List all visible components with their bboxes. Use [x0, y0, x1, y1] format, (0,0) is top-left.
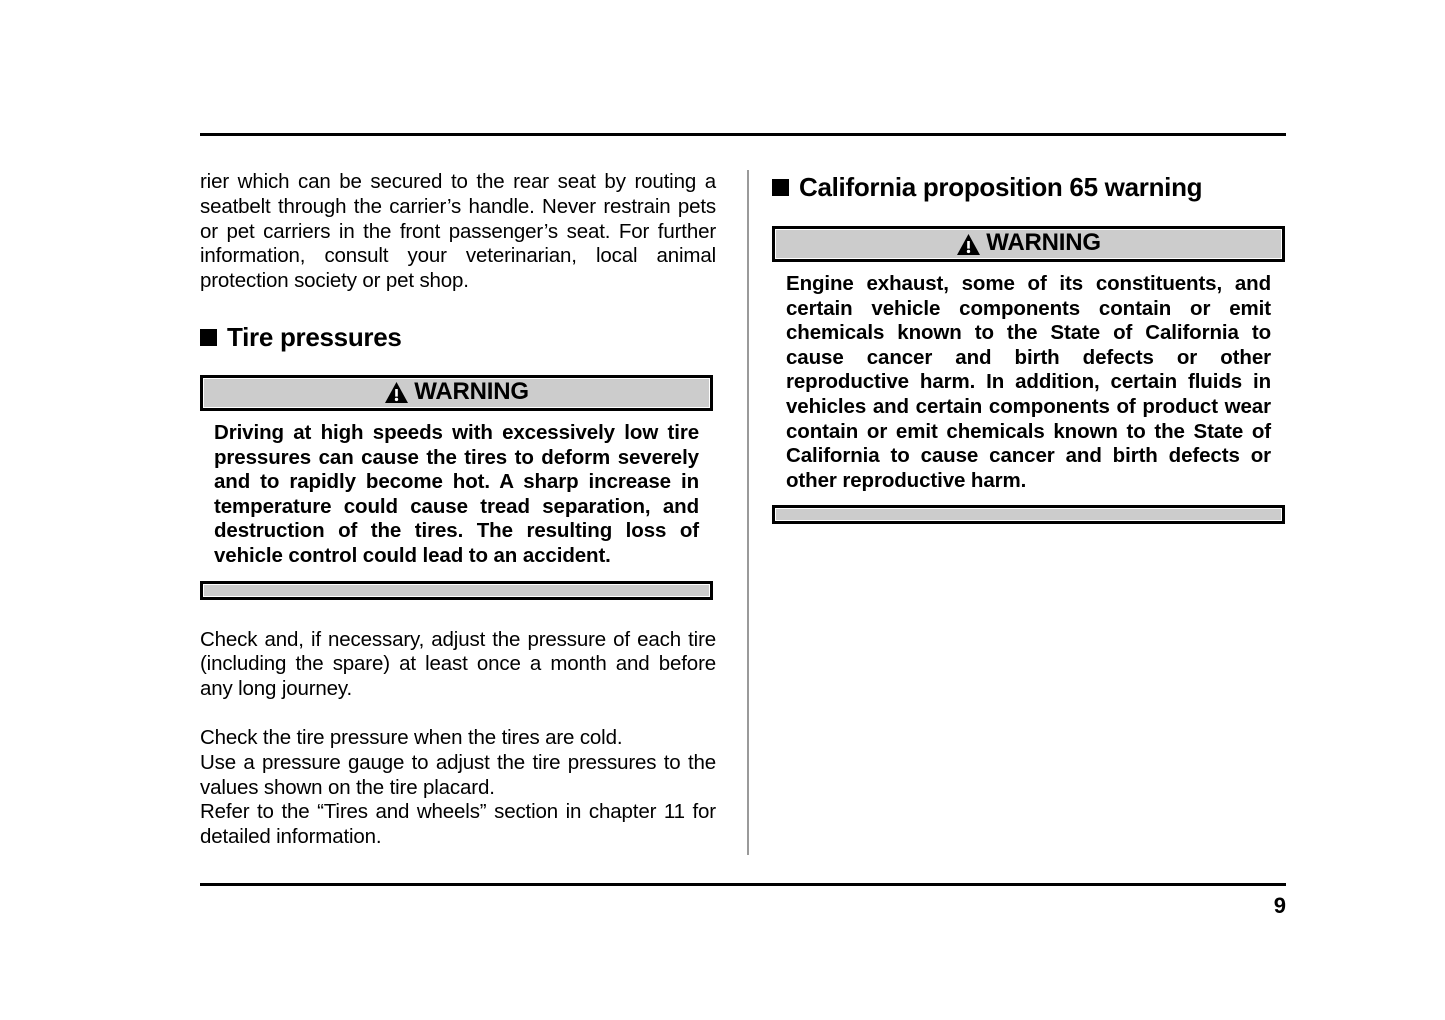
section-heading-label: California proposition 65 warning: [799, 172, 1203, 202]
intro-paragraph: rier which can be secured to the rear seat by routing a seatbelt through the carrier’s handle. Never restrain pets or pet carriers in the front passenger’s seat. For further information, consult your veterinarian, local animal protection society or pet shop.: [200, 170, 716, 293]
right-column: [772, 170, 1288, 524]
warning-triangle-icon: [384, 381, 409, 404]
header-rule: [200, 133, 1286, 136]
section-heading-label: Tire pressures: [227, 321, 402, 352]
warning-triangle-icon: [956, 233, 981, 256]
left-column: [200, 170, 716, 850]
section-heading-tire-pressures: [200, 322, 716, 353]
tire-pressure-line-2: Use a pressure gauge to adjust the tire pressures to the values shown on the tire placard.: [200, 750, 716, 799]
page-number: 9: [1273, 893, 1286, 918]
warning-label: WARNING: [414, 377, 529, 405]
footer-rule: [200, 883, 1286, 886]
warning-footer-bar: [200, 581, 713, 600]
warning-header-bar: [772, 226, 1285, 262]
warning-box-tire-pressures: [200, 375, 713, 600]
tire-check-paragraph: Check and, if necessary, adjust the pressure of each tire (including the spare) at least once a month and before any long journey.: [200, 627, 716, 701]
section-heading-california-prop-65: [772, 172, 1288, 203]
warning-footer-bar: [772, 505, 1285, 524]
tire-pressure-line-1: Check the tire pressure when the tires are cold.: [200, 725, 623, 749]
warning-body-text: Driving at high speeds with excessively low tire pressures can cause the tires to deform severely and to rapidly become hot. A sharp increase in temperature could cause tread separation, and destruction of the tires. The resulting loss of vehicle control could lead to an accident.: [214, 420, 699, 567]
warning-box-california-prop-65: [772, 226, 1285, 524]
tire-pressure-line-3: Refer to the “Tires and wheels” section in chapter 11 for detailed information.: [200, 800, 716, 849]
warning-body-text: Engine exhaust, some of its constituents, and certain vehicle components contain or emit chemicals known to the State of California to cause cancer and birth defects or other reproductive harm. In addition, certain fluids in vehicles and certain components of product wear contain or emit chemicals known to the State of California to cause cancer and birth defects or other reproductive harm.: [786, 272, 1271, 492]
square-bullet-icon: [200, 329, 217, 346]
column-divider: [747, 170, 749, 855]
warning-header-bar: [200, 375, 713, 411]
warning-label: WARNING: [986, 229, 1101, 256]
square-bullet-icon: [772, 179, 789, 196]
